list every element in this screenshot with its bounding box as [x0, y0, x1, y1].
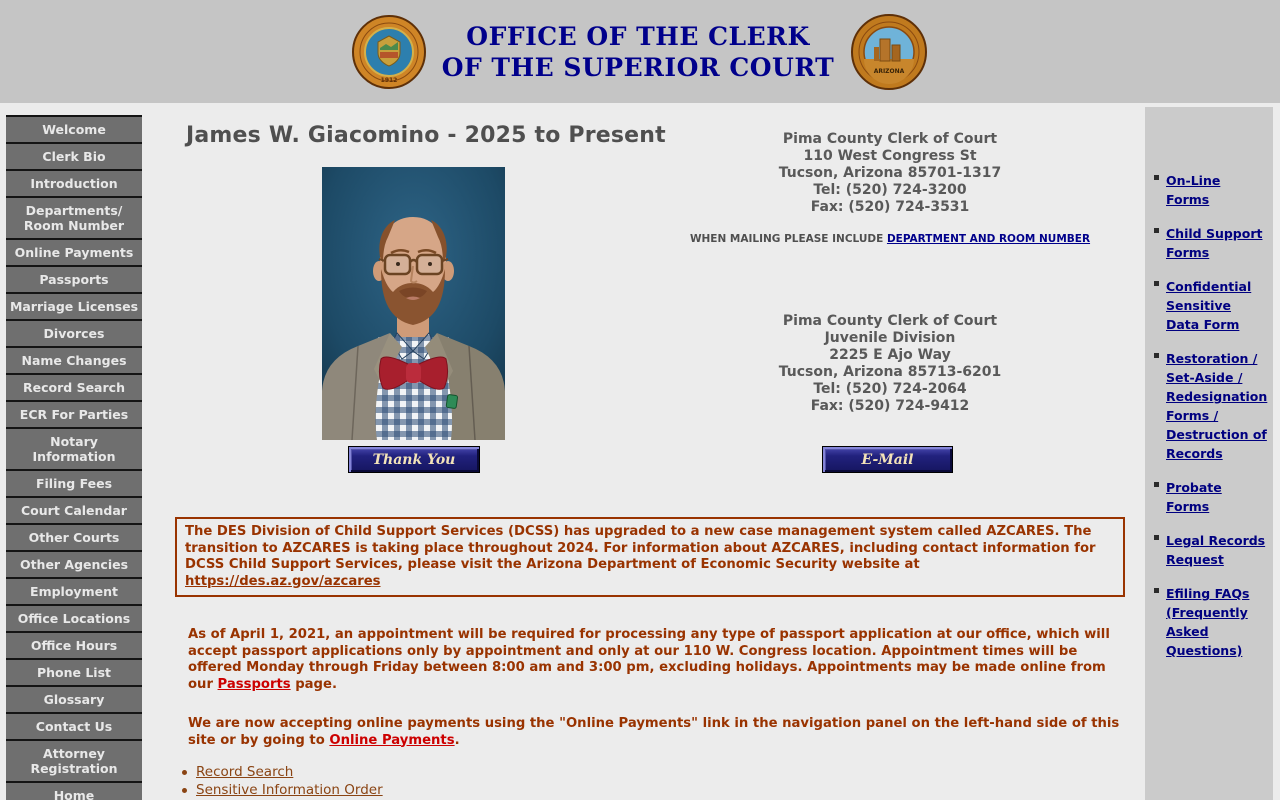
address-line: Pima County Clerk of Court — [782, 313, 998, 329]
online-payments-paragraph — [188, 716, 1126, 749]
seal-text: ARIZONA — [873, 67, 905, 75]
sidebar-item-clerk-bio[interactable]: Clerk Bio — [6, 144, 142, 171]
department-room-number-link[interactable]: DEPARTMENT AND ROOM NUMBER — [886, 233, 1091, 245]
link-legal-records-request[interactable]: Legal Records Request — [1166, 533, 1266, 567]
address-juvenile-division — [690, 313, 1090, 415]
record-search-link[interactable]: Record Search — [196, 764, 294, 780]
address-line: Tel: (520) 724-2064 — [813, 381, 967, 397]
payments-paragraph-text: We are now accepting online payments using the "Online Payments" link in the navigation panel on the left-hand side of this site or by going to — [188, 716, 1120, 748]
passport-appointments-paragraph — [188, 627, 1126, 693]
passport-paragraph-text-after: page. — [290, 676, 337, 692]
azcares-notice-box — [175, 517, 1125, 597]
mailing-note — [660, 233, 1120, 245]
sidebar-item-other-agencies[interactable]: Other Agencies — [6, 552, 142, 579]
list-item — [1153, 276, 1267, 333]
passport-paragraph-text: As of April 1, 2021, an appointment will be required for processing any type of passport application at our office, which will accept passport applications only by appointment and only at our 110 W. Congress location. Appointment times will be offered Monday through Friday between 8:00 am and 3:00 pm, excluding holidays. Appointments may be made online from our — [188, 627, 1110, 692]
link-restoration-forms[interactable]: Restoration / Set-Aside / Redesignation Forms / Destruction of Records — [1166, 351, 1268, 461]
address-line: Tel: (520) 724-3200 — [813, 182, 967, 198]
left-navigation — [6, 115, 142, 800]
email-button[interactable]: E-Mail — [822, 446, 953, 473]
sidebar-item-name-changes[interactable]: Name Changes — [6, 348, 142, 375]
sidebar-item-office-locations[interactable]: Office Locations — [6, 606, 142, 633]
link-child-support-forms[interactable]: Child Support Forms — [1166, 226, 1263, 260]
address-line: Fax: (520) 724-3531 — [810, 199, 970, 215]
list-item — [1153, 477, 1267, 515]
sidebar-item-home[interactable]: Home — [6, 783, 142, 800]
site-title-line1: OFFICE OF THE CLERK — [466, 21, 810, 51]
site-title-line2: OF THE SUPERIOR COURT — [441, 52, 835, 82]
seal-year: 1912 — [380, 76, 398, 84]
pima-county-seal-icon — [850, 13, 928, 91]
arizona-state-seal-icon — [352, 14, 426, 90]
sidebar-item-notary-information[interactable]: Notary Information — [6, 429, 142, 471]
sidebar-item-introduction[interactable]: Introduction — [6, 171, 142, 198]
mailing-note-text: WHEN MAILING PLEASE INCLUDE — [689, 233, 887, 245]
list-item — [1153, 170, 1267, 208]
sidebar-item-record-search[interactable]: Record Search — [6, 375, 142, 402]
sidebar-item-phone-list[interactable]: Phone List — [6, 660, 142, 687]
azcares-notice-text: The DES Division of Child Support Services (DCSS) has upgraded to a new case management system called AZCARES. The transition to AZCARES is taking place throughout 2024. For information about AZCARES, including contact information for DCSS Child Support Services, please visit the Arizona Department of Economic Security website at — [185, 524, 1096, 572]
sidebar-item-passports[interactable]: Passports — [6, 267, 142, 294]
right-forms-sidebar — [1145, 107, 1273, 800]
forms-link-list — [1153, 170, 1267, 659]
address-line: Tucson, Arizona 85701-1317 — [778, 165, 1002, 181]
thank-you-button[interactable]: Thank You — [348, 446, 480, 473]
link-online-forms[interactable]: On-Line Forms — [1166, 173, 1221, 207]
sidebar-item-online-payments[interactable]: Online Payments — [6, 240, 142, 267]
sidebar-item-glossary[interactable]: Glossary — [6, 687, 142, 714]
list-item — [1153, 530, 1267, 568]
sidebar-item-office-hours[interactable]: Office Hours — [6, 633, 142, 660]
address-line: Fax: (520) 724-9412 — [810, 398, 970, 414]
address-line: Tucson, Arizona 85713-6201 — [778, 364, 1002, 380]
site-title — [442, 21, 835, 83]
list-item — [1153, 223, 1267, 261]
page-title: James W. Giacomino - 2025 to Present — [186, 123, 666, 148]
payments-paragraph-text-after: . — [454, 732, 460, 748]
sidebar-item-divorces[interactable]: Divorces — [6, 321, 142, 348]
list-item — [1153, 583, 1267, 659]
address-line: Pima County Clerk of Court — [782, 131, 998, 147]
passports-link[interactable]: Passports — [217, 676, 291, 692]
list-item — [1153, 348, 1267, 462]
address-line: Juvenile Division — [824, 330, 956, 346]
sidebar-item-filing-fees[interactable]: Filing Fees — [6, 471, 142, 498]
sidebar-item-other-courts[interactable]: Other Courts — [6, 525, 142, 552]
sidebar-item-ecr-for-parties[interactable]: ECR For Parties — [6, 402, 142, 429]
link-efiling-faqs[interactable]: Efiling FAQs (Frequently Asked Questions) — [1166, 586, 1250, 658]
bottom-link-list — [178, 765, 383, 800]
sidebar-item-marriage-licenses[interactable]: Marriage Licenses — [6, 294, 142, 321]
sidebar-item-attorney-registration[interactable]: Attorney Registration — [6, 741, 142, 783]
link-confidential-sensitive-data-form[interactable]: Confidential Sensitive Data Form — [1166, 279, 1252, 332]
azcares-link[interactable]: https://des.az.gov/azcares — [185, 573, 381, 589]
sidebar-item-employment[interactable]: Employment — [6, 579, 142, 606]
list-item — [178, 765, 383, 779]
clerk-portrait-photo — [322, 167, 505, 440]
address-main-office — [690, 131, 1090, 216]
sidebar-item-welcome[interactable]: Welcome — [6, 117, 142, 144]
sidebar-item-court-calendar[interactable]: Court Calendar — [6, 498, 142, 525]
online-payments-link[interactable]: Online Payments — [329, 732, 455, 748]
sidebar-item-departments-room-number[interactable]: Departments/ Room Number — [6, 198, 142, 240]
header — [0, 0, 1280, 103]
sensitive-information-order-link[interactable]: Sensitive Information Order — [196, 782, 383, 798]
list-item — [178, 783, 383, 797]
address-line: 2225 E Ajo Way — [829, 347, 951, 363]
address-line: 110 West Congress St — [803, 148, 977, 164]
link-probate-forms[interactable]: Probate Forms — [1166, 480, 1222, 514]
sidebar-item-contact-us[interactable]: Contact Us — [6, 714, 142, 741]
